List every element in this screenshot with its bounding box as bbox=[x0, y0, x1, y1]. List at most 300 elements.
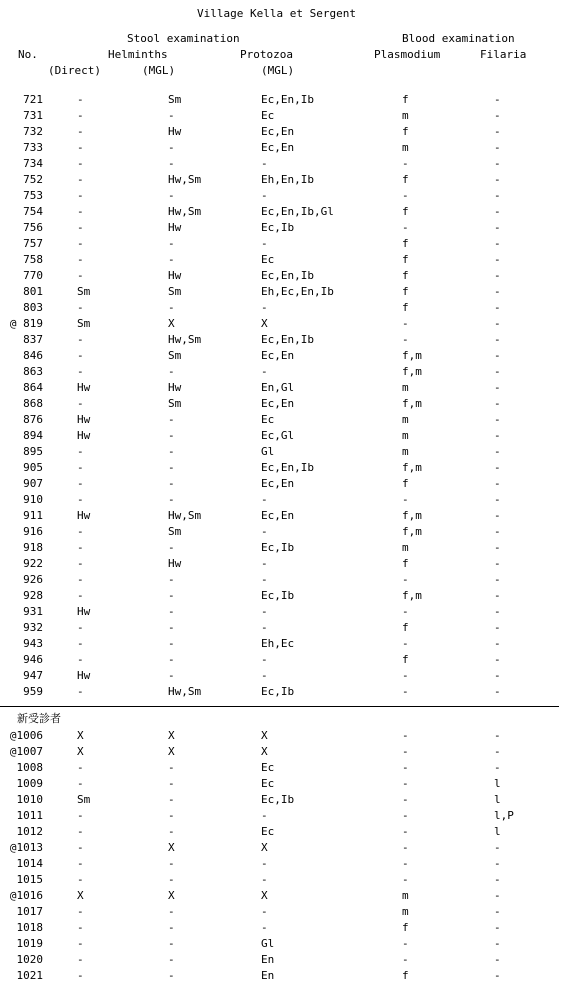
cell-helminths-direct: - bbox=[77, 477, 84, 490]
cell-helminths-mgl: Sm bbox=[168, 525, 182, 538]
cell-helminths-mgl: - bbox=[168, 157, 175, 170]
cell-helminths-direct: - bbox=[77, 809, 84, 822]
cell-filaria: - bbox=[494, 285, 501, 298]
cell-plasmodium: f bbox=[402, 301, 409, 314]
cell-plasmodium: m bbox=[402, 413, 409, 426]
cell-no: 721 bbox=[23, 93, 43, 106]
cell-helminths-mgl: - bbox=[168, 605, 175, 618]
cell-no: 907 bbox=[23, 477, 43, 490]
header-protozoa: Protozoa bbox=[240, 48, 293, 61]
cell-plasmodium: f,m bbox=[402, 509, 422, 522]
cell-protozoa-mgl: - bbox=[261, 237, 268, 250]
cell-no: 926 bbox=[23, 573, 43, 586]
cell-helminths-direct: - bbox=[77, 93, 84, 106]
cell-filaria: - bbox=[494, 541, 501, 554]
cell-helminths-mgl: Sm bbox=[168, 93, 182, 106]
cell-helminths-direct: - bbox=[77, 761, 84, 774]
cell-no: 1014 bbox=[16, 857, 43, 870]
cell-no: 732 bbox=[23, 125, 43, 138]
cell-protozoa-mgl: Ec,En bbox=[261, 477, 295, 490]
cell-protozoa-mgl: X bbox=[261, 841, 268, 854]
table-row bbox=[0, 761, 565, 777]
cell-filaria: - bbox=[494, 221, 501, 234]
cell-helminths-direct: - bbox=[77, 921, 84, 934]
cell-helminths-mgl: Hw,Sm bbox=[168, 173, 202, 186]
cell-protozoa-mgl: Ec bbox=[261, 777, 275, 790]
cell-helminths-direct: - bbox=[77, 621, 84, 634]
cell-helminths-mgl: Hw bbox=[168, 221, 182, 234]
cell-protozoa-mgl: Ec,Ib bbox=[261, 793, 295, 806]
cell-no: 1011 bbox=[16, 809, 43, 822]
cell-filaria: - bbox=[494, 621, 501, 634]
cell-filaria: - bbox=[494, 557, 501, 570]
cell-no: 837 bbox=[23, 333, 43, 346]
cell-protozoa-mgl: Eh,Ec bbox=[261, 637, 295, 650]
cell-filaria: - bbox=[494, 125, 501, 138]
cell-protozoa-mgl: - bbox=[261, 669, 268, 682]
cell-helminths-direct: - bbox=[77, 937, 84, 950]
header-protozoa-mgl: (MGL) bbox=[261, 64, 295, 77]
cell-plasmodium: - bbox=[402, 825, 409, 838]
cell-filaria: - bbox=[494, 205, 501, 218]
cell-helminths-direct: - bbox=[77, 157, 84, 170]
cell-plasmodium: - bbox=[402, 953, 409, 966]
table-row bbox=[0, 573, 565, 589]
cell-filaria: l bbox=[494, 825, 501, 838]
cell-no: 959 bbox=[23, 685, 43, 698]
cell-no: 1008 bbox=[16, 761, 43, 774]
cell-plasmodium: - bbox=[402, 777, 409, 790]
table-row bbox=[0, 413, 565, 429]
cell-helminths-direct: - bbox=[77, 365, 84, 378]
cell-filaria: - bbox=[494, 461, 501, 474]
cell-helminths-mgl: - bbox=[168, 669, 175, 682]
cell-no: 922 bbox=[23, 557, 43, 570]
cell-plasmodium: - bbox=[402, 669, 409, 682]
cell-protozoa-mgl: Ec,Ib bbox=[261, 685, 295, 698]
header-helminths-mgl: (MGL) bbox=[142, 64, 176, 77]
table-row bbox=[0, 141, 565, 157]
cell-helminths-mgl: Sm bbox=[168, 397, 182, 410]
cell-no: 1020 bbox=[16, 953, 43, 966]
cell-protozoa-mgl: - bbox=[261, 621, 268, 634]
cell-protozoa-mgl: X bbox=[261, 745, 268, 758]
cell-protozoa-mgl: Ec,Gl bbox=[261, 429, 295, 442]
cell-helminths-mgl: - bbox=[168, 445, 175, 458]
cell-filaria: - bbox=[494, 761, 501, 774]
table-row bbox=[0, 685, 565, 701]
cell-protozoa-mgl: - bbox=[261, 493, 268, 506]
cell-filaria: - bbox=[494, 637, 501, 650]
cell-helminths-mgl: - bbox=[168, 761, 175, 774]
cell-helminths-direct: - bbox=[77, 301, 84, 314]
table-row bbox=[0, 173, 565, 189]
cell-helminths-mgl: - bbox=[168, 653, 175, 666]
cell-helminths-direct: - bbox=[77, 905, 84, 918]
cell-no: 932 bbox=[23, 621, 43, 634]
table-row bbox=[0, 889, 565, 905]
header-blood-examination: Blood examination bbox=[402, 32, 515, 45]
cell-helminths-direct: - bbox=[77, 525, 84, 538]
table-row bbox=[0, 269, 565, 285]
cell-filaria: - bbox=[494, 745, 501, 758]
cell-filaria: - bbox=[494, 397, 501, 410]
cell-helminths-mgl: X bbox=[168, 317, 175, 330]
cell-plasmodium: m bbox=[402, 381, 409, 394]
cell-plasmodium: f,m bbox=[402, 365, 422, 378]
cell-no: 894 bbox=[23, 429, 43, 442]
cell-helminths-mgl: - bbox=[168, 109, 175, 122]
table-row bbox=[0, 509, 565, 525]
cell-protozoa-mgl: - bbox=[261, 557, 268, 570]
cell-protozoa-mgl: Ec,Ib bbox=[261, 541, 295, 554]
cell-no: 1010 bbox=[16, 793, 43, 806]
cell-no: 733 bbox=[23, 141, 43, 154]
cell-helminths-mgl: Hw,Sm bbox=[168, 205, 202, 218]
cell-plasmodium: f bbox=[402, 477, 409, 490]
table-row bbox=[0, 125, 565, 141]
cell-protozoa-mgl: - bbox=[261, 809, 268, 822]
header-direct: (Direct) bbox=[48, 64, 101, 77]
cell-helminths-direct: Sm bbox=[77, 793, 91, 806]
cell-protozoa-mgl: Ec,Ib bbox=[261, 589, 295, 602]
table-row bbox=[0, 397, 565, 413]
cell-no: 734 bbox=[23, 157, 43, 170]
cell-helminths-mgl: - bbox=[168, 141, 175, 154]
header-filaria: Filaria bbox=[480, 48, 527, 61]
cell-protozoa-mgl: Gl bbox=[261, 937, 275, 950]
cell-no: @1006 bbox=[9, 729, 43, 742]
cell-helminths-mgl: - bbox=[168, 365, 175, 378]
cell-helminths-mgl: - bbox=[168, 429, 175, 442]
table-row bbox=[0, 221, 565, 237]
table-row bbox=[0, 825, 565, 841]
table-row bbox=[0, 429, 565, 445]
cell-plasmodium: - bbox=[402, 841, 409, 854]
cell-helminths-direct: Hw bbox=[77, 605, 91, 618]
cell-protozoa-mgl: Ec bbox=[261, 109, 275, 122]
cell-helminths-direct: - bbox=[77, 857, 84, 870]
cell-helminths-direct: - bbox=[77, 461, 84, 474]
cell-helminths-mgl: Sm bbox=[168, 285, 182, 298]
table-row bbox=[0, 253, 565, 269]
cell-protozoa-mgl: En bbox=[261, 953, 275, 966]
cell-no: 846 bbox=[23, 349, 43, 362]
table-row bbox=[0, 745, 565, 761]
cell-plasmodium: f bbox=[402, 969, 409, 982]
cell-helminths-direct: - bbox=[77, 205, 84, 218]
cell-filaria: - bbox=[494, 253, 501, 266]
table-row bbox=[0, 445, 565, 461]
table-row bbox=[0, 333, 565, 349]
cell-helminths-mgl: Hw,Sm bbox=[168, 685, 202, 698]
cell-helminths-mgl: - bbox=[168, 937, 175, 950]
cell-plasmodium: - bbox=[402, 605, 409, 618]
cell-helminths-direct: - bbox=[77, 445, 84, 458]
cell-helminths-direct: - bbox=[77, 269, 84, 282]
cell-no: 943 bbox=[23, 637, 43, 650]
cell-plasmodium: - bbox=[402, 189, 409, 202]
cell-protozoa-mgl: Gl bbox=[261, 445, 275, 458]
cell-helminths-mgl: Hw,Sm bbox=[168, 333, 202, 346]
table-row bbox=[0, 669, 565, 685]
table-row bbox=[0, 809, 565, 825]
cell-helminths-mgl: X bbox=[168, 889, 175, 902]
cell-no: 1021 bbox=[16, 969, 43, 982]
cell-plasmodium: f bbox=[402, 205, 409, 218]
cell-helminths-mgl: X bbox=[168, 745, 175, 758]
cell-no: 1017 bbox=[16, 905, 43, 918]
cell-helminths-mgl: Hw bbox=[168, 269, 182, 282]
cell-helminths-direct: - bbox=[77, 221, 84, 234]
cell-helminths-mgl: - bbox=[168, 461, 175, 474]
cell-no: @1016 bbox=[9, 889, 43, 902]
cell-helminths-direct: X bbox=[77, 729, 84, 742]
cell-protozoa-mgl: Ec bbox=[261, 761, 275, 774]
cell-no: 758 bbox=[23, 253, 43, 266]
cell-filaria: - bbox=[494, 365, 501, 378]
cell-no: 756 bbox=[23, 221, 43, 234]
cell-helminths-mgl: - bbox=[168, 953, 175, 966]
cell-helminths-mgl: - bbox=[168, 237, 175, 250]
cell-filaria: - bbox=[494, 189, 501, 202]
cell-helminths-direct: - bbox=[77, 589, 84, 602]
table-row bbox=[0, 557, 565, 573]
cell-plasmodium: - bbox=[402, 317, 409, 330]
cell-plasmodium: - bbox=[402, 729, 409, 742]
cell-plasmodium: f bbox=[402, 269, 409, 282]
cell-filaria: - bbox=[494, 237, 501, 250]
cell-plasmodium: f bbox=[402, 173, 409, 186]
table-row bbox=[0, 525, 565, 541]
cell-plasmodium: - bbox=[402, 221, 409, 234]
cell-helminths-mgl: X bbox=[168, 841, 175, 854]
cell-filaria: - bbox=[494, 493, 501, 506]
cell-helminths-mgl: - bbox=[168, 573, 175, 586]
cell-helminths-mgl: - bbox=[168, 809, 175, 822]
cell-protozoa-mgl: Ec,En bbox=[261, 141, 295, 154]
cell-plasmodium: m bbox=[402, 889, 409, 902]
table-row bbox=[0, 461, 565, 477]
cell-helminths-mgl: - bbox=[168, 905, 175, 918]
cell-helminths-direct: - bbox=[77, 173, 84, 186]
cell-helminths-mgl: - bbox=[168, 589, 175, 602]
cell-helminths-direct: - bbox=[77, 493, 84, 506]
cell-plasmodium: f,m bbox=[402, 461, 422, 474]
cell-helminths-mgl: - bbox=[168, 493, 175, 506]
table-row bbox=[0, 873, 565, 889]
cell-no: 1015 bbox=[16, 873, 43, 886]
cell-no: 918 bbox=[23, 541, 43, 554]
table-row bbox=[0, 605, 565, 621]
cell-helminths-mgl: Hw bbox=[168, 381, 182, 394]
table-row bbox=[0, 857, 565, 873]
cell-helminths-direct: - bbox=[77, 969, 84, 982]
cell-filaria: - bbox=[494, 653, 501, 666]
page-title: Village Kella et Sergent bbox=[197, 7, 356, 20]
cell-protozoa-mgl: - bbox=[261, 905, 268, 918]
cell-plasmodium: f bbox=[402, 921, 409, 934]
cell-protozoa-mgl: - bbox=[261, 525, 268, 538]
cell-no: 916 bbox=[23, 525, 43, 538]
cell-protozoa-mgl: Eh,En,Ib bbox=[261, 173, 314, 186]
cell-no: 863 bbox=[23, 365, 43, 378]
cell-helminths-mgl: - bbox=[168, 413, 175, 426]
cell-helminths-mgl: - bbox=[168, 921, 175, 934]
cell-protozoa-mgl: - bbox=[261, 157, 268, 170]
cell-helminths-direct: - bbox=[77, 653, 84, 666]
cell-helminths-mgl: - bbox=[168, 189, 175, 202]
cell-helminths-direct: - bbox=[77, 685, 84, 698]
table-row bbox=[0, 729, 565, 745]
cell-plasmodium: f bbox=[402, 285, 409, 298]
table-row bbox=[0, 921, 565, 937]
cell-plasmodium: - bbox=[402, 333, 409, 346]
cell-filaria: - bbox=[494, 873, 501, 886]
cell-plasmodium: m bbox=[402, 429, 409, 442]
table-row bbox=[0, 237, 565, 253]
cell-filaria: - bbox=[494, 429, 501, 442]
cell-protozoa-mgl: - bbox=[261, 873, 268, 886]
table-row bbox=[0, 285, 565, 301]
cell-no: 803 bbox=[23, 301, 43, 314]
cell-helminths-direct: - bbox=[77, 573, 84, 586]
table-row bbox=[0, 953, 565, 969]
cell-plasmodium: - bbox=[402, 745, 409, 758]
table-row bbox=[0, 205, 565, 221]
cell-plasmodium: - bbox=[402, 873, 409, 886]
cell-no: 911 bbox=[23, 509, 43, 522]
cell-filaria: - bbox=[494, 157, 501, 170]
cell-protozoa-mgl: Ec bbox=[261, 413, 275, 426]
table-row bbox=[0, 365, 565, 381]
cell-plasmodium: - bbox=[402, 793, 409, 806]
cell-helminths-direct: Hw bbox=[77, 429, 91, 442]
cell-no: 770 bbox=[23, 269, 43, 282]
cell-filaria: - bbox=[494, 841, 501, 854]
cell-plasmodium: f bbox=[402, 557, 409, 570]
cell-helminths-direct: Hw bbox=[77, 381, 91, 394]
cell-protozoa-mgl: Ec,En,Ib bbox=[261, 93, 314, 106]
cell-no: 801 bbox=[23, 285, 43, 298]
cell-filaria: l,P bbox=[494, 809, 514, 822]
cell-plasmodium: m bbox=[402, 109, 409, 122]
cell-plasmodium: - bbox=[402, 685, 409, 698]
table-row bbox=[0, 157, 565, 173]
table-row bbox=[0, 493, 565, 509]
cell-filaria: - bbox=[494, 937, 501, 950]
cell-filaria: - bbox=[494, 269, 501, 282]
cell-plasmodium: - bbox=[402, 937, 409, 950]
cell-filaria: - bbox=[494, 509, 501, 522]
cell-no: 1018 bbox=[16, 921, 43, 934]
cell-helminths-mgl: Hw bbox=[168, 125, 182, 138]
cell-no: 868 bbox=[23, 397, 43, 410]
cell-no: 864 bbox=[23, 381, 43, 394]
table-row bbox=[0, 777, 565, 793]
cell-filaria: - bbox=[494, 669, 501, 682]
table-row bbox=[0, 189, 565, 205]
cell-no: @1007 bbox=[9, 745, 43, 758]
cell-helminths-direct: Hw bbox=[77, 669, 91, 682]
cell-helminths-mgl: - bbox=[168, 477, 175, 490]
cell-protozoa-mgl: Ec,En,Ib bbox=[261, 461, 314, 474]
table-row bbox=[0, 301, 565, 317]
table-row bbox=[0, 381, 565, 397]
cell-helminths-mgl: - bbox=[168, 825, 175, 838]
cell-filaria: - bbox=[494, 889, 501, 902]
cell-plasmodium: - bbox=[402, 761, 409, 774]
table-row bbox=[0, 621, 565, 637]
cell-protozoa-mgl: Ec bbox=[261, 825, 275, 838]
table-row bbox=[0, 317, 565, 333]
cell-no: 931 bbox=[23, 605, 43, 618]
table-row bbox=[0, 653, 565, 669]
cell-helminths-direct: X bbox=[77, 889, 84, 902]
cell-no: @1013 bbox=[9, 841, 43, 854]
cell-plasmodium: - bbox=[402, 637, 409, 650]
cell-filaria: l bbox=[494, 793, 501, 806]
cell-protozoa-mgl: Ec,Ib bbox=[261, 221, 295, 234]
table-row bbox=[0, 937, 565, 953]
cell-protozoa-mgl: - bbox=[261, 653, 268, 666]
cell-plasmodium: - bbox=[402, 857, 409, 870]
cell-protozoa-mgl: X bbox=[261, 317, 268, 330]
cell-plasmodium: m bbox=[402, 141, 409, 154]
cell-protozoa-mgl: Ec,En bbox=[261, 397, 295, 410]
cell-helminths-mgl: - bbox=[168, 621, 175, 634]
cell-plasmodium: f bbox=[402, 253, 409, 266]
cell-filaria: - bbox=[494, 921, 501, 934]
cell-helminths-direct: - bbox=[77, 125, 84, 138]
cell-filaria: - bbox=[494, 413, 501, 426]
cell-plasmodium: f bbox=[402, 653, 409, 666]
cell-helminths-direct: - bbox=[77, 237, 84, 250]
cell-no: 754 bbox=[23, 205, 43, 218]
cell-no: 910 bbox=[23, 493, 43, 506]
table-row bbox=[0, 637, 565, 653]
cell-helminths-mgl: - bbox=[168, 253, 175, 266]
section-divider bbox=[0, 706, 559, 707]
table-row bbox=[0, 589, 565, 605]
cell-filaria: - bbox=[494, 93, 501, 106]
header-plasmodium: Plasmodium bbox=[374, 48, 441, 61]
table-row bbox=[0, 109, 565, 125]
cell-filaria: - bbox=[494, 349, 501, 362]
cell-plasmodium: f bbox=[402, 237, 409, 250]
cell-helminths-direct: Hw bbox=[77, 413, 91, 426]
cell-protozoa-mgl: En,Gl bbox=[261, 381, 295, 394]
cell-helminths-direct: - bbox=[77, 349, 84, 362]
table-row bbox=[0, 793, 565, 809]
cell-plasmodium: m bbox=[402, 905, 409, 918]
cell-protozoa-mgl: Ec,En,Ib,Gl bbox=[261, 205, 334, 218]
cell-helminths-mgl: - bbox=[168, 777, 175, 790]
cell-no: 752 bbox=[23, 173, 43, 186]
cell-protozoa-mgl: Ec,En bbox=[261, 349, 295, 362]
cell-filaria: - bbox=[494, 729, 501, 742]
cell-helminths-direct: - bbox=[77, 397, 84, 410]
cell-protozoa-mgl: Ec,En,Ib bbox=[261, 333, 314, 346]
cell-filaria: - bbox=[494, 445, 501, 458]
cell-plasmodium: - bbox=[402, 573, 409, 586]
cell-helminths-mgl: - bbox=[168, 857, 175, 870]
cell-protozoa-mgl: - bbox=[261, 857, 268, 870]
cell-plasmodium: - bbox=[402, 493, 409, 506]
cell-filaria: - bbox=[494, 969, 501, 982]
cell-helminths-mgl: - bbox=[168, 637, 175, 650]
cell-no: 757 bbox=[23, 237, 43, 250]
